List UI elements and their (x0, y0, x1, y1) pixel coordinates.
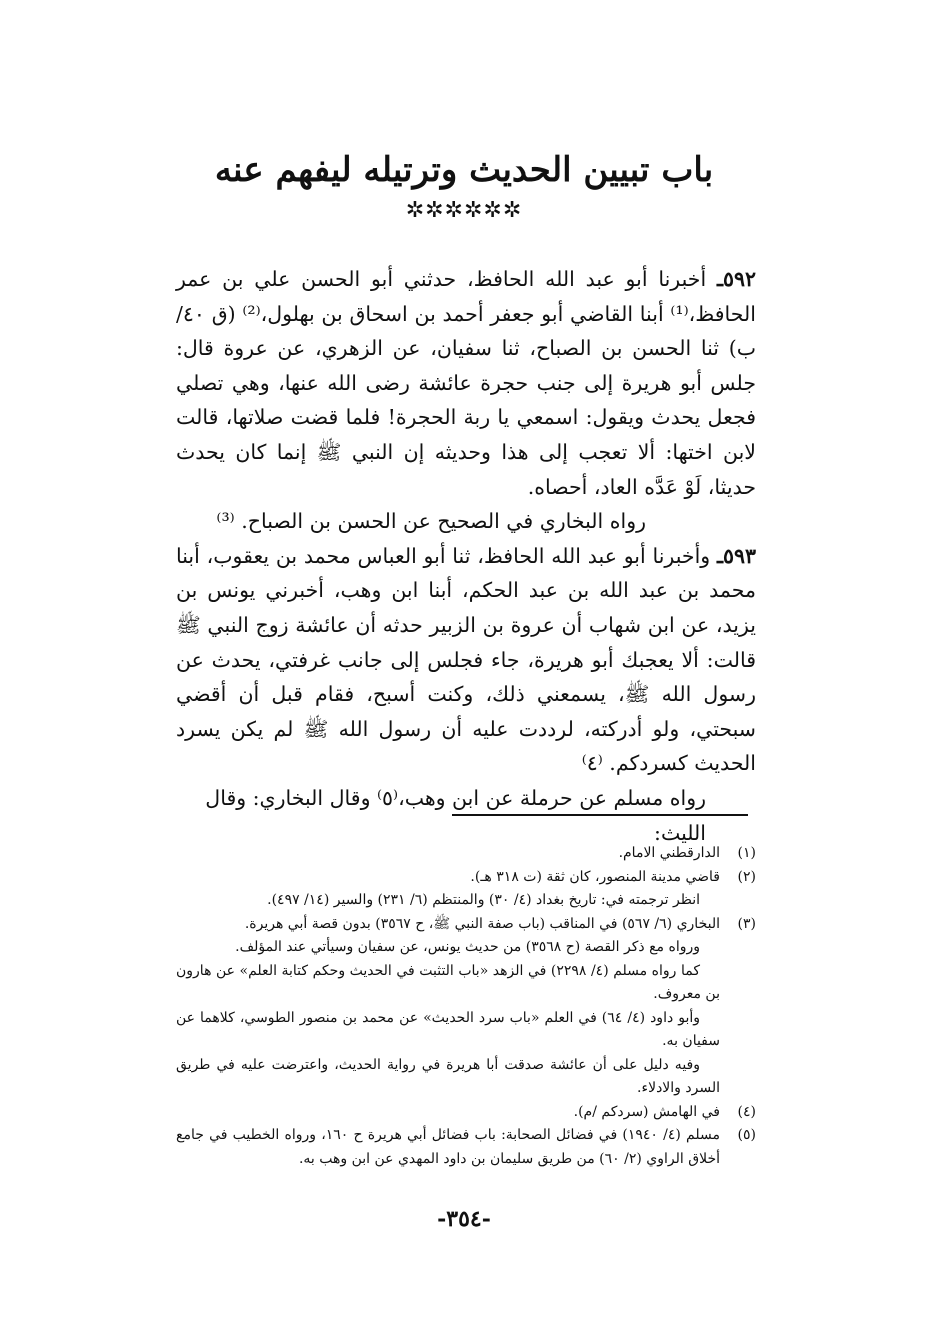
footnote-subline (176, 960, 756, 1007)
hadith-number: ٥٩٣ـ (716, 543, 756, 568)
footnote-subline (176, 1007, 756, 1054)
footnote-subline-text: ورواه مع ذكر القصة (ح ٣٥٦٨) من حديث يونس، عن سفيان وسيأتي عند المؤلف. (235, 939, 700, 955)
footnote-text: مسلم (٤/ ١٩٤٠) في فضائل الصحابة: باب فضائل أبي هريرة ح ١٦٠، ورواه الخطيب في جامع أخلاق الراوي (٢/ ٦٠) من طريق سليمان بن داود المهدي عن ابن وهب به. (176, 1127, 721, 1167)
footnote-subline-text: كما رواه مسلم (٤/ ٢٢٩٨) في الزهد «باب التثبت في الحديث وحكم كتابة العلم» عن هارون بن معروف. (176, 962, 720, 1002)
footnote-text: الدارقطني الامام. (618, 845, 720, 861)
footnote-1 (176, 842, 756, 866)
footnote-number: (٤) (737, 1103, 756, 1120)
footnote-subline-text: وفيه دليل على أن عائشة صدقت أبا هريرة في رواية الحديث، واعترضت عليه في طريق السرد والادلاء. (176, 1056, 720, 1096)
footnote-number: (١) (737, 845, 756, 861)
main-text (176, 262, 756, 850)
chapter-title: باب تبيين الحديث وترتيله ليفهم عنه (214, 150, 714, 190)
footnote-number: (٣) (737, 915, 756, 932)
hadith-593 (176, 539, 756, 781)
footnote-subline (176, 936, 756, 960)
footnote-number: (٥) (737, 1127, 756, 1143)
hadith-592-reference: رواه البخاري في الصحيح عن الحسن بن الصباح. ⁽³⁾ (216, 509, 646, 534)
footnote-2 (176, 866, 756, 890)
footnote-text: قاضي مدينة المنصور، كان ثقة (ت ٣١٨ هـ). (470, 868, 720, 885)
footnotes (176, 842, 756, 1171)
page-number: -٣٥٤- (437, 1206, 491, 1232)
title-ornament: ✲✲✲✲✲✲ (405, 198, 523, 223)
footnote-subline-text: انظر ترجمته في: تاريخ بغداد (٤/ ٣٠) والمنتظم (٦/ ٢٣١) والسير (١٤/ ٤٩٧). (267, 892, 700, 908)
footnote-subline-text: وأبو داود (٤/ ٦٤) في العلم «باب سرد الحديث» عن محمد بن منصور الطوسي، كلاهما عن سفيان به. (176, 1009, 720, 1049)
hadith-593-reference: رواه مسلم عن حرملة عن ابن وهب،⁽٥⁾ وقال البخاري: وقال الليث: (205, 785, 706, 845)
footnote-number: (٢) (737, 868, 756, 885)
footnote-5 (176, 1124, 756, 1171)
footnote-text: البخاري (٦/ ٥٦٧) في المناقب (باب صفة النبي ﷺ، ح ٣٥٦٧) بدون قصة أبي هريرة. (244, 915, 720, 932)
footnote-subline (176, 1054, 756, 1101)
footnote-text: في الهامش (سردكم /م). (573, 1103, 720, 1120)
hadith-number: ٥٩٢ـ (716, 267, 756, 291)
hadith-text: وأخبرنا أبو عبد الله الحافظ، ثنا أبو العباس محمد بن يعقوب، أبنا محمد بن عبد الله بن عبد الحكم، أبنا ابن وهب، أخبرني يونس بن يزيد، عن ابن شهاب أن عروة بن الزبير حدثه أن عائشة زوج النبي ﷺ قالت: ألا يعجبك أبو هريرة، جاء فجلس إلى جانب غرفتي، يحدث عن رسول الله ﷺ، يسمعني ذلك، وكنت أسبح، فقام قبل أن أقضي سبحتي، ولو أدركته، لرددت عليه أن رسول الله ﷺ لم يكن يسرد الحديث كسردكم. ⁽٤⁾ (176, 543, 756, 776)
footnote-4 (176, 1101, 756, 1125)
footnote-subline (176, 889, 756, 913)
footnote-divider (452, 814, 748, 816)
hadith-592 (176, 262, 756, 504)
hadith-text: أخبرنا أبو عبد الله الحافظ، حدثني أبو الحسن علي بن عمر الحافظ،⁽¹⁾ أبنا القاضي أبو جعفر أحمد بن اسحاق بن بهلول،⁽²⁾ (ق ٤٠/ ب) ثنا الحسن بن الصباح، ثنا سفيان، عن الزهري، عن عروة قال: جلس أبو هريرة إلى جنب حجرة عائشة رضى الله عنها، وهي تصلي فجعل يحدث ويقول: اسمعي يا ربة الحجرة! فلما قضت صلاتها، قالت لابن اختها: ألا تعجب إلى هذا وحديثه إن النبي ﷺ إنما كان يحدث حديثا، لَوْ عَدَّه العاد، أحصاه. (176, 267, 756, 499)
footnote-3 (176, 913, 756, 937)
